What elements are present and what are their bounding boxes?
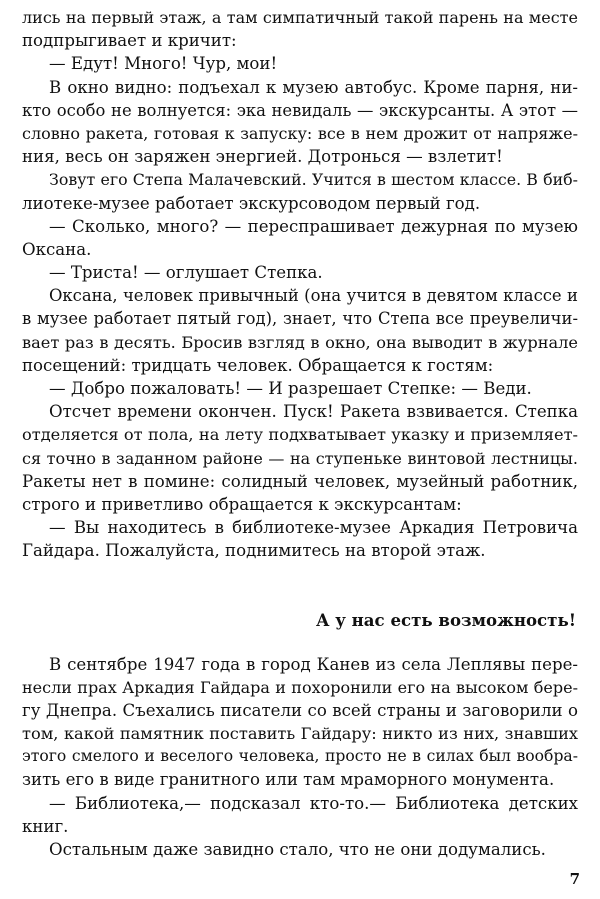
text-line: Отсчет времени окончен. Пуск! Ракета взвивается. Степка — [49, 402, 578, 422]
text-line: Гайдара. Пожалуйста, поднимитесь на второй этаж. — [22, 541, 486, 561]
text-line: отделяется от пола, на лету подхватывает указку и приземляет- — [22, 425, 578, 445]
paragraph — [22, 377, 578, 400]
text-line: гу Днепра. Съехались писатели со всей страны и заговорили о — [22, 700, 578, 720]
text-line: словно ракета, готовая к запуску: все в нем дрожит от напряже- — [22, 123, 578, 143]
body-text — [22, 6, 578, 861]
paragraph — [22, 792, 578, 838]
text-line: В окно видно: подъехал к музею автобус. Кроме парня, ни- — [49, 77, 578, 97]
paragraph — [22, 168, 578, 214]
text-line: подпрыгивает и кричит: — [22, 31, 237, 51]
text-line: том, какой памятник поставить Гайдару: никто из них, знавших — [22, 724, 578, 744]
paragraph — [22, 653, 578, 792]
text-line: ся точно в заданном районе — на ступеньке винтовой лестницы. — [22, 448, 578, 468]
text-line: — Добро пожаловать! — И разрешает Степке: — Веди. — [49, 379, 532, 398]
text-line: вает раз в десять. Бросив взгляд в окно, она выводит в журнале — [22, 332, 578, 352]
text-line: — Едут! Много! Чур, мои! — [49, 54, 278, 74]
text-line: — Вы находитесь в библиотеке-музее Аркадия Петровича — [49, 518, 578, 538]
text-line: строго и приветливо обращается к экскурсантам: — [22, 494, 462, 514]
paragraph — [22, 284, 578, 377]
text-line: ния, весь он заряжен энергией. Дотронься — взлетит! — [22, 147, 503, 167]
paragraph — [22, 261, 578, 284]
text-line: посещений: тридцать человек. Обращается к гостям: — [22, 355, 494, 375]
text-line: Зовут его Степа Малачевский. Учится в шестом классе. В биб- — [49, 170, 578, 190]
text-line: — Триста! — оглушает Степка. — [49, 263, 323, 283]
paragraph — [22, 52, 578, 75]
section-gap — [22, 563, 578, 607]
paragraph — [22, 516, 578, 562]
text-line: В сентябре 1947 года в город Канев из села Леплявы пере- — [49, 654, 578, 674]
paragraph — [22, 400, 578, 516]
section-heading: А у нас есть возможность! — [315, 609, 576, 630]
text-line: этого смелого и веселого человека, просто не в силах был вообра- — [22, 747, 578, 766]
paragraph — [22, 215, 578, 261]
text-line: Оксана. — [22, 239, 92, 259]
text-line: в музее работает пятый год), знает, что Степа все преувеличи- — [22, 309, 578, 329]
text-line: несли прах Аркадия Гайдара и похоронили его на высоком бере- — [22, 677, 578, 697]
text-line: Оксана, человек привычный (она учится в девятом классе и — [49, 286, 578, 306]
text-line: кто особо не волнуется: эка невидаль — экскурсанты. А этот — — [22, 100, 578, 120]
text-line: — Библиотека,— подсказал кто-то.— Библиотека детских — [49, 793, 578, 813]
text-line: книг. — [22, 816, 69, 836]
paragraph — [22, 76, 578, 169]
text-line: зить его в виде гранитного или там мраморного монумента. — [22, 770, 555, 790]
text-line: лиотеке-музее работает экскурсоводом первый год. — [22, 193, 481, 213]
section-gap — [22, 633, 578, 653]
paragraph — [22, 838, 578, 861]
text-line: Ракеты нет в помине: солидный человек, музейный работник, — [22, 471, 578, 491]
text-line: Остальным даже завидно стало, что не они додумались. — [49, 840, 546, 859]
text-line: лись на первый этаж, а там симпатичный такой парень на месте — [22, 8, 578, 27]
text-line: — Сколько, много? — переспрашивает дежурная по музею — [49, 216, 578, 236]
page-number: 7 — [569, 870, 580, 888]
paragraph — [22, 6, 578, 52]
